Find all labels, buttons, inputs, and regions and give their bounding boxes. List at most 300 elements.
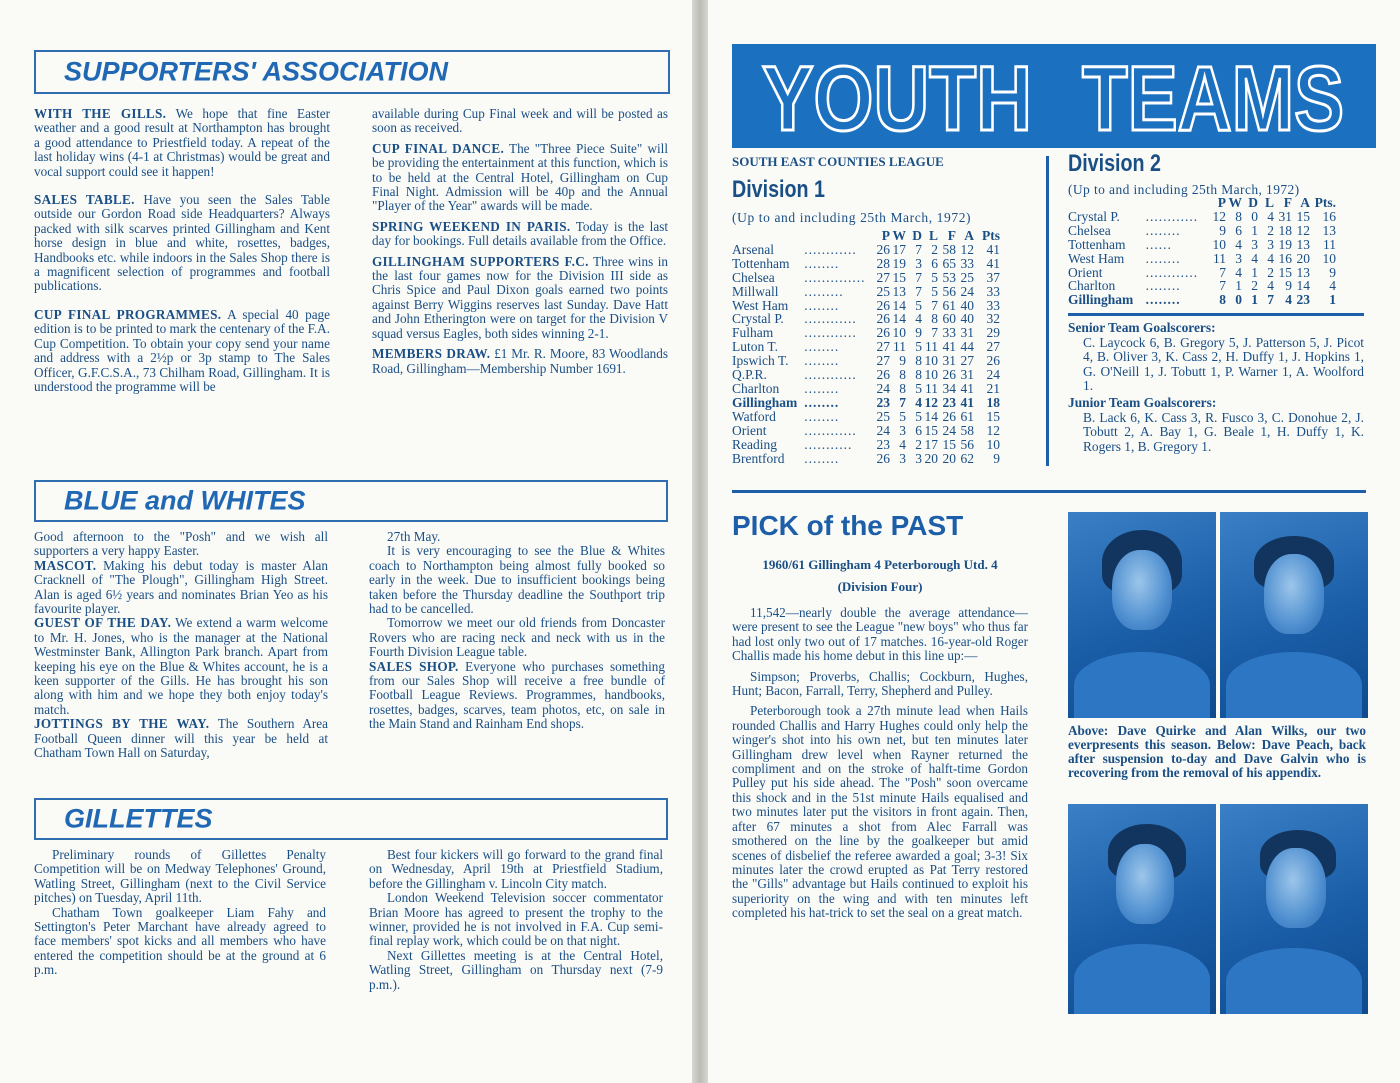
youth-teams-banner bbox=[732, 44, 1376, 148]
table-cell: 33 bbox=[942, 325, 956, 341]
table-row bbox=[1068, 279, 1336, 293]
table-cell: 4 bbox=[1285, 292, 1292, 308]
league-heading: SOUTH EAST COUNTIES LEAGUE bbox=[732, 154, 944, 169]
leader-dots: ............ bbox=[804, 367, 857, 383]
pick-division-line: (Division Four) bbox=[837, 579, 923, 594]
table-cell: 41 bbox=[942, 339, 956, 355]
paragraph-text: Next Gillettes meeting is at the Central Hotel, Watling Street, Gillingham on Thursday next (7-9 p.m.). bbox=[369, 947, 663, 992]
table-cell: 3 bbox=[915, 255, 922, 271]
column-header: D bbox=[912, 228, 922, 243]
table-cell: 37 bbox=[986, 269, 1000, 285]
table-cell: 9 bbox=[1329, 264, 1336, 280]
table-row bbox=[732, 354, 1000, 368]
leader-dots: ............ bbox=[1145, 264, 1199, 280]
table-cell: 12 bbox=[986, 422, 1000, 438]
paragraph bbox=[369, 848, 663, 891]
banner-word-youth: YOUTH bbox=[762, 48, 1032, 148]
paragraph-text: It is very encouraging to see the Blue & Whites coach to Northampton being almost fully booked so early in the week. Due to insufficient bookings being taken before the Thursday deadline the Southport trip had to be cancelled. bbox=[369, 543, 665, 617]
table-cell: 9 bbox=[899, 353, 906, 369]
player-photo-3 bbox=[1068, 804, 1216, 1014]
table-cell: 1 bbox=[1235, 278, 1242, 294]
team-name: Arsenal bbox=[732, 241, 774, 257]
table-cell: 26 bbox=[876, 450, 890, 466]
blue-whites-heading-box bbox=[34, 480, 668, 522]
table-cell: 8 bbox=[915, 353, 922, 369]
paragraph-text: We hope that fine Easter weather and a good result at Northampton has brought a good attendance to Priestfield today. A repeat of the last holiday wins (4-1 at Christmas) would be great and vocal support could see it happen! bbox=[34, 106, 330, 179]
table-cell: 3 bbox=[915, 450, 922, 466]
table-cell: 10 bbox=[986, 436, 1000, 452]
table-cell: 0 bbox=[1235, 292, 1242, 308]
table-cell: 9 bbox=[915, 325, 922, 341]
table-cell: 24 bbox=[942, 422, 956, 438]
column-header: W bbox=[1228, 195, 1242, 210]
table-cell: 3 bbox=[1235, 250, 1242, 266]
leader-dots: ........ bbox=[1145, 278, 1181, 294]
table-cell: 8 bbox=[1219, 292, 1226, 308]
table-cell: 31 bbox=[942, 353, 956, 369]
table-row bbox=[732, 452, 1000, 466]
table-cell: 26 bbox=[876, 241, 890, 257]
table-row bbox=[732, 243, 1000, 257]
table-cell: 24 bbox=[876, 380, 890, 396]
paragraph bbox=[732, 670, 1028, 699]
team-name: Gillingham bbox=[1068, 292, 1134, 308]
paragraph-text: Simpson; Proverbs, Challis; Cockburn, Hughes, Hunt; Bacon, Farrall, Terry, Shepherd and Pulley. bbox=[732, 668, 1028, 699]
table-cell: 4 bbox=[1267, 250, 1274, 266]
gillettes-heading: GILLETTES bbox=[64, 803, 213, 834]
table-cell: 8 bbox=[931, 311, 938, 327]
player-photo-4 bbox=[1220, 804, 1368, 1014]
leader-dots: ........ bbox=[1145, 222, 1181, 238]
leader-dots: ............ bbox=[1145, 208, 1199, 224]
table-cell: 18 bbox=[1278, 222, 1292, 238]
paragraph-lead: CUP FINAL DANCE. bbox=[372, 140, 505, 156]
table-cell: 15 bbox=[942, 436, 956, 452]
table-cell: 26 bbox=[942, 367, 956, 383]
paragraph-text: The "Three Piece Suite" will be providing the entertainment at this function, which is to be held at the Central Hotel, Gillingham on Cup Final Night. Admission will be 40p and the Annual "Player of the Year" awards will be made. bbox=[372, 140, 668, 214]
column-header: L bbox=[1264, 195, 1274, 210]
table-cell: 16 bbox=[1322, 208, 1336, 224]
table-cell: 4 bbox=[1267, 208, 1274, 224]
paragraph-text: Making his debut today is master Alan Cracknell of "The Plough", Gillingham High Street. Alan is aged 6½ years and nominates Brian Yeo as his favourite player. bbox=[34, 557, 328, 617]
paragraph-text: 11,542—nearly double the average attendance—were present to see the League "new boys" who thus far had lost only two out of 17 matches. 16-year-old Roger Challis made his home debut in this line up:— bbox=[732, 605, 1028, 664]
table-cell: 23 bbox=[942, 394, 956, 410]
leader-dots: ........... bbox=[804, 436, 853, 452]
team-name: Q.P.R. bbox=[732, 367, 767, 383]
table-cell: 7 bbox=[1219, 264, 1226, 280]
team-name: West Ham bbox=[732, 297, 789, 313]
team-name: West Ham bbox=[1068, 250, 1125, 266]
player-photo-1 bbox=[1068, 512, 1216, 718]
paragraph bbox=[34, 308, 330, 394]
table-cell: 13 bbox=[1322, 222, 1336, 238]
paragraph-lead: GUEST OF THE DAY. bbox=[34, 615, 172, 631]
table-cell: 5 bbox=[931, 269, 938, 285]
table-cell: 31 bbox=[1278, 208, 1292, 224]
table-cell: 41 bbox=[986, 255, 1000, 271]
table-cell: 4 bbox=[1235, 236, 1242, 252]
table-cell: 11 bbox=[893, 339, 906, 355]
column-header: Pts bbox=[982, 228, 1000, 243]
team-name: Charlton bbox=[732, 380, 780, 396]
table-cell: 6 bbox=[931, 255, 938, 271]
paragraph-lead: GILLINGHAM SUPPORTERS F.C. bbox=[372, 253, 589, 269]
table-cell: 60 bbox=[942, 311, 956, 327]
table-cell: 14 bbox=[924, 408, 938, 424]
table-cell: 16 bbox=[1278, 250, 1292, 266]
table-row bbox=[732, 312, 1000, 326]
table-cell: 23 bbox=[876, 394, 890, 410]
table-cell: 17 bbox=[892, 241, 906, 257]
table-cell: 21 bbox=[986, 380, 1000, 396]
table-cell: 0 bbox=[1251, 208, 1258, 224]
junior-scorers-text: B. Lack 6, K. Cass 3, R. Fusco 3, C. Donohue 2, J. Tobutt 2, A. Bay 1, G. Beale 1, H. Duffy 1, K. Rogers 1, B. Gregory 1. bbox=[1083, 410, 1364, 454]
paragraph-text: Everyone who purchases something from our Sales Shop will receive a free bundle of Football League Reviews. Programmes, handbooks, rosettes, badges, scarves, team photos, etc, on sale in the Main Stand and Rainham End shops. bbox=[369, 658, 665, 732]
table-cell: 13 bbox=[1296, 264, 1310, 280]
paragraph-lead: SALES TABLE. bbox=[34, 192, 135, 208]
column-divider bbox=[1046, 156, 1049, 466]
table-cell: 24 bbox=[986, 367, 1000, 383]
table-cell: 26 bbox=[986, 353, 1000, 369]
team-name: Brentford bbox=[732, 450, 785, 466]
paragraph bbox=[369, 616, 665, 659]
paragraph bbox=[732, 606, 1028, 664]
leader-dots: ........ bbox=[804, 450, 840, 466]
table-cell: 34 bbox=[942, 380, 956, 396]
player-photo-2 bbox=[1220, 512, 1368, 718]
table-cell: 8 bbox=[1235, 208, 1242, 224]
paragraph bbox=[34, 717, 328, 760]
table-row bbox=[732, 326, 1000, 340]
blue-whites-col1 bbox=[34, 530, 328, 761]
table-cell: 7 bbox=[931, 297, 938, 313]
division2-title: Division 2 bbox=[1068, 150, 1161, 177]
paragraph-text: Good afternoon to the "Posh" and we wish all supporters a very happy Easter. bbox=[34, 529, 328, 559]
right-page bbox=[708, 0, 1400, 1083]
table-cell: 7 bbox=[915, 241, 922, 257]
table-header-row bbox=[732, 229, 1000, 243]
supporters-col1 bbox=[34, 107, 330, 408]
table-cell: 65 bbox=[942, 255, 956, 271]
paragraph bbox=[34, 559, 328, 617]
table-cell: 9 bbox=[1219, 222, 1226, 238]
table-cell: 3 bbox=[899, 450, 906, 466]
table-cell: 26 bbox=[876, 311, 890, 327]
table-cell: 4 bbox=[1235, 264, 1242, 280]
supporters-col2 bbox=[372, 107, 668, 382]
table-cell: 27 bbox=[986, 339, 1000, 355]
column-header: A bbox=[1300, 195, 1310, 210]
table-cell: 6 bbox=[915, 422, 922, 438]
leader-dots: ........ bbox=[804, 380, 840, 396]
table-cell: 7 bbox=[1267, 292, 1274, 308]
table-cell: 9 bbox=[993, 450, 1000, 466]
leader-dots: ............ bbox=[804, 422, 857, 438]
table-cell: 8 bbox=[915, 367, 922, 383]
table-row bbox=[1068, 252, 1336, 266]
table-cell: 11 bbox=[1323, 236, 1336, 252]
table-cell: 10 bbox=[924, 353, 938, 369]
column-header: L bbox=[928, 228, 938, 243]
paragraph-lead: CUP FINAL PROGRAMMES. bbox=[34, 306, 222, 322]
team-name: Crystal P. bbox=[732, 311, 784, 327]
team-name: Reading bbox=[732, 436, 777, 452]
table-cell: 1 bbox=[1329, 292, 1336, 308]
paragraph-text: Today is the last day for bookings. Full details available from the Office. bbox=[372, 218, 668, 249]
gillettes-heading-box bbox=[34, 798, 668, 840]
gillettes-col1 bbox=[34, 848, 326, 978]
paragraph bbox=[369, 544, 665, 616]
paragraph bbox=[34, 530, 328, 559]
paragraph-text: A special 40 page edition is to be printed to mark the centenary of the F.A. Cup Competition. To obtain your copy send your name and address with a 2½p or 3p stamp to The Sales Officer, G.F.C.S.A., 73 Chilham Road, Gillingham. It is understood the programme will be bbox=[34, 306, 330, 394]
table-cell: 14 bbox=[1296, 278, 1310, 294]
table-cell: 10 bbox=[892, 325, 906, 341]
team-name: Watford bbox=[732, 408, 776, 424]
paragraph-lead: SPRING WEEKEND IN PARIS. bbox=[372, 218, 571, 234]
paragraph bbox=[372, 142, 668, 214]
table-cell: 2 bbox=[1267, 264, 1274, 280]
column-header: D bbox=[1248, 195, 1258, 210]
table-cell: 2 bbox=[1251, 278, 1258, 294]
table-row bbox=[732, 424, 1000, 438]
table-cell: 19 bbox=[1278, 236, 1292, 252]
table-cell: 12 bbox=[960, 241, 974, 257]
table-cell: 26 bbox=[876, 325, 890, 341]
table-cell: 10 bbox=[1212, 236, 1226, 252]
table-cell: 27 bbox=[876, 353, 890, 369]
table-cell: 31 bbox=[960, 367, 974, 383]
paragraph bbox=[34, 193, 330, 294]
paragraph-lead: JOTTINGS BY THE WAY. bbox=[34, 716, 210, 732]
division1-title: Division 1 bbox=[732, 176, 825, 203]
table-cell: 3 bbox=[899, 422, 906, 438]
table-cell: 7 bbox=[1219, 278, 1226, 294]
table-cell: 25 bbox=[960, 269, 974, 285]
paragraph bbox=[34, 906, 326, 978]
table-cell: 31 bbox=[960, 325, 974, 341]
table-cell: 15 bbox=[892, 269, 906, 285]
paragraph-text: Chatham Town goalkeeper Liam Fahy and Settington's Peter Marchant have already agreed to face members' spot kicks and all members who have entered the competition should be at the ground at 6 p.m. bbox=[34, 904, 326, 978]
header-blank bbox=[732, 229, 872, 243]
paragraph-lead: MEMBERS DRAW. bbox=[372, 346, 491, 362]
table-cell: 5 bbox=[899, 408, 906, 424]
table-cell: 44 bbox=[960, 339, 974, 355]
table-cell: 13 bbox=[1296, 236, 1310, 252]
table-cell: 4 bbox=[1251, 250, 1258, 266]
paragraph-text: Peterborough took a 27th minute lead when Hails rounded Challis and Harry Hughes could only help the winger's shot into his own net, but ten minutes later Gillingham drew level when Rayner returned the compliment and on the stroke of halft-time Gordon Pulley put his side ahead. The "Posh" soon overcame this shock and in the 51st minute Hails equalised and two minutes later put the visitors in front again. Then, after 67 minutes a shot from Alec Farrall was smothered on the line by the goalkeeper but amid scenes of disbelief the referee awarded a goal; 3-3! Six minutes later the crowd erupted as Pat Terry restored the "Gills" advantage but Hails continued to exploit his superiority on the wing and with ten minutes left completed his hat-trick to set the seal on a great match. bbox=[732, 703, 1028, 921]
table-cell: 4 bbox=[915, 311, 922, 327]
column-header: F bbox=[1283, 195, 1292, 210]
leader-dots: ...... bbox=[1145, 236, 1172, 252]
section-rule bbox=[732, 490, 1366, 493]
table-row bbox=[732, 368, 1000, 382]
table-row bbox=[732, 410, 1000, 424]
team-name: Tottenham bbox=[1068, 236, 1126, 252]
table-cell: 4 bbox=[915, 394, 922, 410]
header-blank bbox=[1068, 196, 1208, 210]
table-row bbox=[732, 299, 1000, 313]
table-cell: 5 bbox=[915, 408, 922, 424]
paragraph-text: Preliminary rounds of Gillettes Penalty Competition will be on Medway Telephones' Ground, Watling Street, Gillingham (next to the Civil Service pitches) on Tuesday, April 11th. bbox=[34, 847, 326, 906]
senior-scorers-text: C. Laycock 6, B. Gregory 5, J. Patterson 5, J. Picot 4, B. Oliver 3, K. Cass 2, H. Duffy 1, J. Hopkins 1, G. O'Neill 1, J. Tobutt 1, P. Warner 1, A. Woolford 1. bbox=[1083, 335, 1364, 393]
table-row bbox=[732, 396, 1000, 410]
table-cell: 2 bbox=[915, 436, 922, 452]
table-cell: 11 bbox=[1213, 250, 1226, 266]
table-cell: 26 bbox=[876, 367, 890, 383]
paragraph bbox=[372, 107, 668, 136]
paragraph bbox=[34, 616, 328, 717]
division1-table bbox=[732, 229, 1000, 465]
paragraph bbox=[369, 660, 665, 732]
youth-teams-banner-svg bbox=[732, 44, 1376, 148]
pick-match-line: 1960/61 Gillingham 4 Peterborough Utd. 4 bbox=[762, 557, 998, 572]
division1-subtitle: (Up to and including 25th March, 1972) bbox=[732, 210, 972, 225]
table-cell: 6 bbox=[1235, 222, 1242, 238]
senior-scorers bbox=[1068, 321, 1364, 393]
table-cell: 3 bbox=[1251, 236, 1258, 252]
table-cell: 12 bbox=[924, 394, 938, 410]
paragraph-lead: SALES SHOP. bbox=[369, 658, 459, 674]
senior-scorers-title: Senior Team Goalscorers: bbox=[1068, 320, 1216, 335]
paragraph bbox=[732, 704, 1028, 920]
table-cell: 23 bbox=[1296, 292, 1310, 308]
table-cell: 33 bbox=[986, 283, 1000, 299]
table-cell: 5 bbox=[915, 339, 922, 355]
table-cell: 19 bbox=[892, 255, 906, 271]
table-cell: 15 bbox=[1296, 208, 1310, 224]
team-name: Millwall bbox=[732, 283, 779, 299]
paragraph-text: The Southern Area Football Queen dinner will this year be held at Chatham Town Hall on Saturday, bbox=[34, 716, 328, 761]
table-cell: 11 bbox=[925, 339, 938, 355]
paragraph-text: London Weekend Television soccer commentator Brian Moore has agreed to present the trophy to the winner, provided he is not involved in F.A. Cup semi-final replay work, which could be on that night. bbox=[369, 890, 663, 949]
table-cell: 56 bbox=[960, 436, 974, 452]
table-cell: 61 bbox=[942, 297, 956, 313]
paragraph bbox=[369, 949, 663, 992]
table-cell: 4 bbox=[899, 436, 906, 452]
table-cell: 15 bbox=[1278, 264, 1292, 280]
paragraph-text: We extend a warm welcome to Mr. H. Jones, who is the manager at the National Westminster Bank, Allington Park branch. Apart from keeping his eye on the Blue & Whites account, he is a keen supporter of the Gills. He has brought his son along with him and we hope they both enjoy today's match. bbox=[34, 615, 328, 717]
leader-dots: ......... bbox=[804, 283, 844, 299]
table-cell: 7 bbox=[899, 394, 906, 410]
leader-dots: ........ bbox=[804, 408, 840, 424]
team-name: Gillingham bbox=[732, 394, 798, 410]
table-cell: 14 bbox=[892, 311, 906, 327]
table-row bbox=[1068, 224, 1336, 238]
table-cell: 40 bbox=[960, 297, 974, 313]
table-cell: 7 bbox=[931, 325, 938, 341]
paragraph-text: Have you seen the Sales Table outside our Gordon Road side Headquarters? Always packed with silk scarves printed Gillingham and Kent horse design in blue and white, rosettes, badges, Handbooks etc. while indoors in the Sales Shop there is a magnificent selection of programmes and football publications. bbox=[34, 192, 330, 294]
column-header: Pts. bbox=[1314, 195, 1336, 210]
division2-subtitle: (Up to and including 25th March, 1972) bbox=[1068, 182, 1300, 197]
table-cell: 58 bbox=[942, 241, 956, 257]
junior-scorers-title: Junior Team Goalscorers: bbox=[1068, 395, 1217, 410]
table-cell: 26 bbox=[942, 408, 956, 424]
paragraph bbox=[369, 891, 663, 949]
table-cell: 24 bbox=[960, 283, 974, 299]
table-cell: 15 bbox=[986, 408, 1000, 424]
paragraph bbox=[34, 107, 330, 179]
table-cell: 25 bbox=[876, 408, 890, 424]
supporters-heading-box bbox=[34, 50, 670, 94]
team-name: Fulham bbox=[732, 325, 774, 341]
table-cell: 1 bbox=[1251, 222, 1258, 238]
table-cell: 28 bbox=[876, 255, 890, 271]
table-cell: 41 bbox=[986, 241, 1000, 257]
table-cell: 7 bbox=[915, 283, 922, 299]
table-row bbox=[1068, 266, 1336, 280]
paragraph-text: Three wins in the last four games now for the Division III side as Chris Spice and Paul Dixon goals earned two points against Berry Wiggins reserves last Sunday. Dave Hatt and John Etherington were on target for the Division V squad versus Eagles, both sides winning 2-1. bbox=[372, 253, 668, 341]
table-cell: 27 bbox=[876, 339, 890, 355]
table-cell: 4 bbox=[1329, 278, 1336, 294]
supporters-heading: SUPPORTERS' ASSOCIATION bbox=[64, 56, 448, 87]
table-cell: 58 bbox=[960, 422, 974, 438]
table-cell: 2 bbox=[1267, 222, 1274, 238]
paragraph-text: available during Cup Final week and will be posted as soon as received. bbox=[372, 106, 668, 136]
table-cell: 12 bbox=[1212, 208, 1226, 224]
table-cell: 20 bbox=[924, 450, 938, 466]
leader-dots: ........ bbox=[804, 339, 840, 355]
team-name: Tottenham bbox=[732, 255, 790, 271]
table-row bbox=[732, 382, 1000, 396]
team-name: Orient bbox=[732, 422, 767, 438]
table-cell: 29 bbox=[986, 325, 1000, 341]
table-cell: 8 bbox=[899, 380, 906, 396]
table-cell: 11 bbox=[925, 380, 938, 396]
paragraph-text: £1 Mr. R. Moore, 83 Woodlands Road, Gillingham—Membership Number 1691. bbox=[372, 346, 668, 376]
leader-dots: .............. bbox=[804, 269, 866, 285]
paragraph bbox=[372, 347, 668, 376]
table-cell: 26 bbox=[876, 297, 890, 313]
team-name: Orient bbox=[1068, 264, 1103, 280]
table-cell: 5 bbox=[915, 297, 922, 313]
table-cell: 27 bbox=[960, 353, 974, 369]
table-cell: 7 bbox=[915, 269, 922, 285]
table-cell: 5 bbox=[931, 283, 938, 299]
table-header-row bbox=[1068, 196, 1336, 210]
table-cell: 12 bbox=[1296, 222, 1310, 238]
leader-dots: ........ bbox=[804, 394, 840, 410]
table-cell: 1 bbox=[1251, 292, 1258, 308]
table-cell: 32 bbox=[986, 311, 1000, 327]
table-row bbox=[732, 438, 1000, 452]
table-row bbox=[732, 285, 1000, 299]
team-name: Chelsea bbox=[1068, 222, 1111, 238]
team-name: Crystal P. bbox=[1068, 208, 1120, 224]
table-row bbox=[732, 257, 1000, 271]
photo-caption: Above: Dave Quirke and Alan Wilks, our two everpresents this season. Below: Dave Peach, back after suspension to-day and Dave Galvin who is recovering from the removal of his appendix. bbox=[1068, 723, 1366, 780]
table-cell: 27 bbox=[876, 269, 890, 285]
paragraph-lead: WITH THE GILLS. bbox=[34, 106, 167, 121]
table-cell: 25 bbox=[876, 283, 890, 299]
table-cell: 53 bbox=[942, 269, 956, 285]
table-cell: 10 bbox=[1322, 250, 1336, 266]
table-cell: 41 bbox=[960, 380, 974, 396]
table-cell: 33 bbox=[986, 297, 1000, 313]
gillettes-col2 bbox=[369, 848, 663, 992]
table-cell: 3 bbox=[1267, 236, 1274, 252]
junior-scorers bbox=[1068, 396, 1364, 454]
table-cell: 4 bbox=[1267, 278, 1274, 294]
leader-dots: ........ bbox=[1145, 292, 1181, 308]
team-name: Charlton bbox=[1068, 278, 1116, 294]
blue-whites-col2 bbox=[369, 530, 665, 732]
table-row bbox=[732, 340, 1000, 354]
pick-title: PICK of the PAST bbox=[732, 510, 964, 541]
table-cell: 40 bbox=[960, 311, 974, 327]
team-name: Luton T. bbox=[732, 339, 778, 355]
table-row bbox=[1068, 210, 1336, 224]
page-gutter bbox=[692, 0, 708, 1083]
